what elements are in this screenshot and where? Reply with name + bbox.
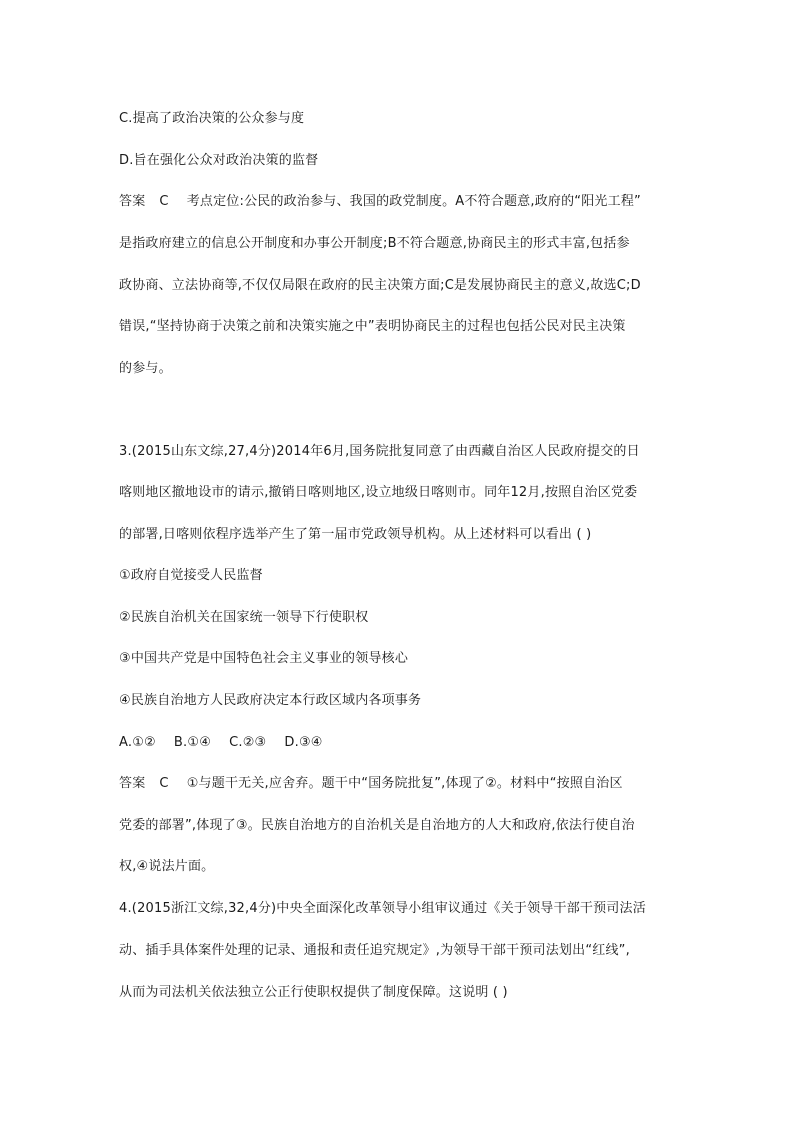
option-c: C.提高了政治决策的公众参与度 (119, 111, 305, 126)
question-4-stem-3: 从而为司法机关依法独立公正行使职权提供了制度保障。这说明 ( ) (119, 985, 508, 1000)
answer-label: 答案 (119, 776, 146, 791)
choice-a: A.①② (119, 735, 156, 750)
answer-line-2: 是指政府建立的信息公开制度和办事公开制度;B不符合题意,协商民主的形式丰富,包括参 (119, 236, 630, 251)
answer-line-4: 错误,“坚持协商于决策之前和决策实施之中”表明协商民主的过程也包括公民对民主决策 (119, 319, 626, 334)
answer-line-5: 的参与。 (119, 361, 172, 376)
choice-d: D.③④ (284, 735, 323, 750)
statement-3: ③中国共产党是中国特色社会主义事业的领导核心 (119, 651, 409, 666)
answer-text: 考点定位:公民的政治参与、我国的政党制度。A不符合题意,政府的“阳光工程” (186, 194, 641, 209)
statement-4: ④民族自治地方人民政府决定本行政区域内各项事务 (119, 693, 422, 708)
answer-label: 答案 (119, 194, 146, 209)
answer-text: ①与题干无关,应舍弃。题干中“国务院批复”,体现了②。材料中“按照自治区 (186, 776, 623, 791)
answer-line-1 (119, 193, 699, 211)
question-3-choices (119, 734, 699, 752)
question-3-answer-line-1 (119, 775, 699, 793)
question-3-answer-line-3: 权,④说法片面。 (119, 859, 215, 874)
answer-key: C (159, 194, 169, 209)
question-4-stem-1: 4.(2015浙江文综,32,4分)中央全面深化改革领导小组审议通过《关于领导干部干预司法活 (119, 901, 646, 916)
statement-1: ①政府自觉接受人民监督 (119, 568, 263, 583)
choice-b: B.①④ (173, 735, 212, 750)
question-4-stem-2: 动、插手具体案件处理的记录、通报和责任追究规定》,为领导干部干预司法划出“红线”, (119, 943, 630, 958)
choice-c: C.②③ (229, 735, 267, 750)
answer-key: C (159, 776, 169, 791)
question-3-stem-3: 的部署,日喀则依程序选举产生了第一届市党政领导机构。从上述材料可以看出 ( ) (119, 527, 592, 542)
option-d: D.旨在强化公众对政治决策的监督 (119, 153, 319, 168)
question-3-answer-line-2: 党委的部署”,体现了③。民族自治地方的自治机关是自治地方的人大和政府,依法行使自治 (119, 818, 635, 833)
statement-2: ②民族自治机关在国家统一领导下行使职权 (119, 610, 369, 625)
question-3-stem-1: 3.(2015山东文综,27,4分)2014年6月,国务院批复同意了由西藏自治区人民政府提交的日 (119, 444, 640, 459)
answer-line-3: 政协商、立法协商等,不仅仅局限在政府的民主决策方面;C是发展协商民主的意义,故选C;D (119, 278, 641, 293)
question-3-stem-2: 喀则地区撤地设市的请示,撤销日喀则地区,设立地级日喀则市。同年12月,按照自治区党委 (119, 485, 638, 500)
